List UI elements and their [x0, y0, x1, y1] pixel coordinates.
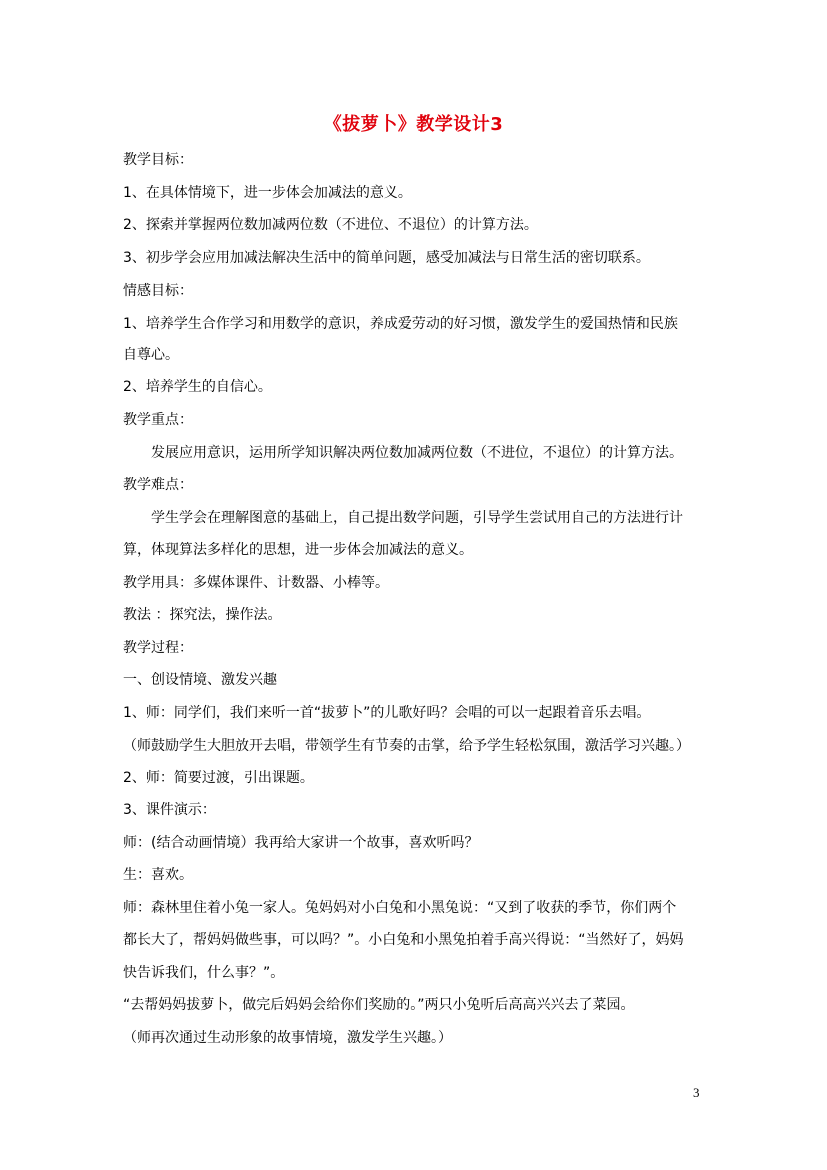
paragraph-line: 生：喜欢。	[123, 867, 193, 883]
paragraph-line: （师再次通过生动形象的故事情境，激发学生兴趣。）	[123, 1030, 452, 1046]
heading-emotional-goals: 情感目标：	[123, 283, 193, 299]
paragraph-line: 自尊心。	[123, 347, 179, 363]
paragraph-line: 发展应用意识，运用所学知识解决两位数加减两位数（不进位，不退位）的计算方法。	[151, 445, 683, 461]
document-title: 《拔萝卜》教学设计3	[323, 114, 504, 135]
paragraph-line: 快告诉我们，什么事？”。	[123, 965, 285, 981]
heading-teaching-process: 教学过程：	[123, 640, 193, 656]
paragraph-line: 3、课件演示：	[123, 802, 216, 818]
paragraph-line: 学生学会在理解图意的基础上，自己提出数学问题，引导学生尝试用自己的方法进行计	[151, 510, 683, 526]
heading-key-points: 教学重点：	[123, 412, 193, 428]
page-number: 3	[693, 1085, 700, 1100]
paragraph-line: 2、探索并掌握两位数加减两位数（不进位、不退位）的计算方法。	[123, 217, 538, 233]
paragraph-line: 师：(结合动画情境）我再给大家讲一个故事，喜欢听吗？	[123, 835, 479, 851]
paragraph-line: 2、师：简要过渡，引出课题。	[123, 770, 314, 786]
heading-difficulties: 教学难点：	[123, 477, 193, 493]
paragraph-line: 教学用具：多媒体课件、计数器、小棒等。	[123, 575, 389, 591]
paragraph-line: 3、初步学会应用加减法解决生活中的简单问题，感受加减法与日常生活的密切联系。	[123, 250, 650, 266]
paragraph-line: 都长大了，帮妈妈做些事，可以吗？”。小白兔和小黑兔拍着手高兴得说：“当然好了，妈妈	[123, 932, 684, 948]
paragraph-line: 2、培养学生的自信心。	[123, 379, 272, 395]
paragraph-line: （师鼓励学生大胆放开去唱，带领学生有节奏的击掌，给予学生轻松氛围，激活学习兴趣。）	[123, 738, 690, 754]
paragraph-line: “去帮妈妈拔萝卜，做完后妈妈会给你们奖励的。”两只小兔听后高高兴兴去了菜园。	[123, 997, 635, 1013]
paragraph-line: 算，体现算法多样化的思想，进一步体会加减法的意义。	[123, 542, 473, 558]
section-heading: 一、创设情境、激发兴趣	[123, 672, 277, 688]
paragraph-line: 1、培养学生合作学习和用数学的意识，养成爱劳动的好习惯，激发学生的爱国热情和民族	[123, 316, 678, 332]
paragraph-line: 教法 ：探究法，操作法。	[123, 607, 282, 623]
paragraph-line: 1、在具体情境下，进一步体会加减法的意义。	[123, 185, 412, 201]
heading-teaching-goals: 教学目标：	[123, 152, 193, 168]
paragraph-line: 1、师：同学们，我们来听一首“拔萝卜”的儿歌好吗？会唱的可以一起跟着音乐去唱。	[123, 705, 651, 721]
paragraph-line: 师：森林里住着小兔一家人。兔妈妈对小白兔和小黑兔说：“又到了收获的季节，你们两个	[123, 900, 677, 916]
